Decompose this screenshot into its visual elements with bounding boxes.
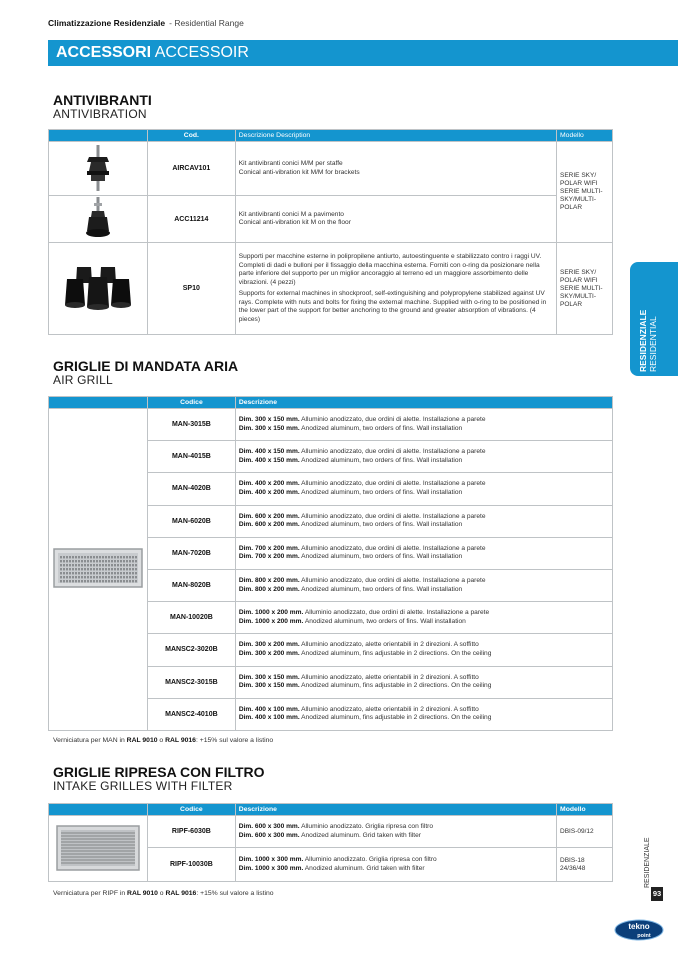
description-text: Alluminio anodizzato, alette orientabili in 2 direzioni. A soffitto	[301, 705, 479, 713]
note-ral-2: RAL 9016	[165, 737, 196, 744]
description-it	[239, 577, 609, 586]
header-model: Modello	[557, 804, 613, 816]
product-image-cell	[49, 816, 148, 882]
antivibration-header-row	[49, 130, 613, 142]
dimension: Dim. 300 x 150 mm.	[238, 682, 300, 690]
header-desc-en: Description	[276, 132, 311, 139]
side-tab-text	[638, 310, 658, 372]
product-description	[235, 634, 612, 666]
conical-antivibration-floor-icon	[83, 197, 113, 239]
description-text: Anodized aluminum, two orders of fins. Wall installation	[301, 488, 463, 496]
note-text: Verniciatura per MAN in	[53, 737, 125, 744]
description-text: Alluminio anodizzato, due ordini di alette. Installazione a parete	[301, 416, 486, 424]
model-line: DBIS-09/12	[560, 827, 594, 835]
note-text: : +15% sul valore a listino	[196, 890, 274, 897]
description-text: Anodized aluminum, two orders of fins. Wall installation	[301, 424, 463, 432]
product-description	[235, 243, 556, 335]
product-description	[235, 142, 556, 196]
footer-side-label: RESIDENZIALE	[644, 837, 651, 888]
dimension: Dim. 1000 x 200 mm.	[238, 617, 304, 625]
model-line: POLAR	[560, 300, 583, 308]
dimension: Dim. 1000 x 300 mm.	[238, 864, 304, 872]
description-text: Anodized aluminum, fins adjustable in 2 directions. On the ceiling	[301, 649, 492, 657]
product-description	[235, 848, 556, 882]
dimension: Dim. 1000 x 200 mm.	[238, 609, 304, 617]
dimension: Dim. 400 x 200 mm.	[238, 488, 300, 496]
table-row	[49, 409, 613, 441]
note-text: o	[159, 890, 164, 897]
model-line: SERIE MULTI-	[560, 284, 603, 292]
description-it	[239, 706, 609, 715]
logo-text-1: tekno	[628, 922, 650, 931]
product-code: RIPF-6030B	[147, 816, 235, 848]
conical-antivibration-mm-icon	[83, 145, 113, 191]
note-ral-2: RAL 9016	[165, 890, 197, 897]
intake-grille-filter-icon	[56, 825, 140, 871]
dimension: Dim. 300 x 150 mm.	[238, 424, 300, 432]
dimension: Dim. 300 x 150 mm.	[238, 416, 300, 424]
product-code: MAN-4015B	[147, 441, 235, 473]
page-number: 93	[651, 887, 663, 901]
description-text: Anodized aluminum, two orders of fins. Wall installation	[301, 553, 463, 561]
model-line: POLAR WIFI	[560, 276, 598, 284]
dimension: Dim. 300 x 200 mm.	[238, 649, 300, 657]
description-it	[239, 545, 609, 554]
description-en	[239, 714, 609, 723]
header-model: Modello	[557, 130, 613, 142]
header-desc-it: Descrizione	[238, 132, 275, 139]
side-tab-line-1: RESIDENZIALE	[638, 309, 648, 372]
description-en	[239, 650, 609, 659]
air-grill-subtitle: AIR GRILL	[53, 373, 113, 387]
product-code: MAN-3015B	[147, 409, 235, 441]
description-en: Supports for external machines in shockproof, self-extinguishing and polypropylene stabilized against UV rays. Complete with nuts and bolts for fixing the external machine. Supplied with o-ring to be positioned in the lower part of the support for better anchoring to the ground and greater absorption of vibrations. (4 pieces)	[238, 290, 547, 323]
note-text: Verniciatura per RIPF in	[53, 890, 126, 897]
model-line: SERIE SKY/	[560, 268, 597, 276]
description-text: Anodized aluminum, two orders of fins. Wall installation	[304, 617, 466, 625]
dimension: Dim. 1000 x 300 mm.	[238, 856, 304, 863]
header-brand: Climatizzazione Residenziale	[48, 18, 166, 28]
logo-text-2: point	[637, 933, 651, 939]
description-en	[239, 832, 553, 841]
description-en	[239, 489, 609, 498]
description-text: Alluminio anodizzato, due ordini di alette. Installazione a parete	[301, 512, 486, 520]
description-text: Alluminio anodizzato, alette orientabili in 2 direzioni. A soffitto	[301, 673, 479, 681]
description-en	[239, 586, 609, 595]
dimension: Dim. 800 x 200 mm.	[238, 577, 300, 585]
dimension: Dim. 700 x 200 mm.	[238, 553, 300, 561]
product-code: AIRCAV101	[147, 142, 235, 196]
model-line: 24/36/48	[560, 864, 586, 872]
side-tab-line-2: RESIDENTIAL	[648, 316, 658, 372]
model-line: SKY/MULTI-	[560, 292, 597, 300]
model-line: DBIS-18	[560, 856, 585, 864]
description-text: Anodized aluminum. Grid taken with filter	[301, 831, 421, 839]
description-en	[239, 553, 609, 562]
description-en: Conical anti-vibration kit M on the floor	[238, 219, 351, 226]
description-text: Alluminio anodizzato, due ordini di alette. Installazione a parete	[304, 609, 490, 617]
description-text: Alluminio anodizzato, due ordini di alette. Installazione a parete	[301, 577, 486, 585]
table-row	[49, 196, 613, 243]
section-banner	[48, 40, 678, 66]
product-description	[235, 537, 612, 569]
description-it: Kit antivibranti conici M/M per staffe	[238, 160, 343, 167]
intake-grill-subtitle: INTAKE GRILLES WITH FILTER	[53, 779, 233, 793]
description-text: Alluminio anodizzato, due ordini di alette. Installazione a parete	[301, 544, 486, 552]
model-line: POLAR WIFI	[560, 180, 598, 187]
dimension: Dim. 600 x 300 mm.	[238, 823, 300, 830]
product-code: MANSC2-4010B	[147, 698, 235, 730]
air-grill-table	[48, 396, 613, 731]
header-description	[235, 130, 556, 142]
dimension: Dim. 400 x 200 mm.	[238, 480, 300, 488]
description-en	[239, 618, 609, 627]
model-line: SERIE MULTI-	[560, 188, 603, 195]
dimension: Dim. 300 x 150 mm.	[238, 673, 300, 681]
product-code: MAN-4020B	[147, 473, 235, 505]
air-grill-note	[53, 737, 273, 744]
description-text: Alluminio anodizzato. Griglia ripresa con filtro	[301, 823, 434, 830]
product-description	[235, 196, 556, 243]
header-image-col	[49, 804, 148, 816]
header-code: Cod.	[147, 130, 235, 142]
dimension: Dim. 400 x 100 mm.	[238, 714, 300, 722]
description-it	[239, 609, 609, 618]
description-en	[239, 457, 609, 466]
product-description	[235, 505, 612, 537]
description-en: Conical anti-vibration kit M/M for brackets	[238, 168, 360, 176]
antivibration-subtitle: ANTIVIBRATION	[53, 107, 147, 121]
model-cell	[557, 243, 613, 335]
antivibration-title: ANTIVIBRANTI	[53, 92, 152, 108]
product-code: MAN-8020B	[147, 569, 235, 601]
product-image-cell	[49, 409, 148, 731]
description-en	[239, 865, 553, 874]
table-row	[49, 816, 613, 848]
note-text: o	[159, 737, 164, 744]
section-side-tab	[630, 262, 678, 376]
intake-grill-header-row	[49, 804, 613, 816]
product-code: MAN-10020B	[147, 602, 235, 634]
header-subtitle: - Residential Range	[169, 18, 244, 28]
dimension: Dim. 300 x 200 mm.	[238, 641, 300, 649]
product-image-cell	[49, 243, 148, 335]
product-code: RIPF-10030B	[147, 848, 235, 882]
note-ral-1: RAL 9010	[126, 737, 158, 744]
product-description	[235, 441, 612, 473]
model-line: SKY/MULTI-	[560, 196, 597, 203]
product-code: MANSC2-3020B	[147, 634, 235, 666]
description-it	[239, 513, 609, 522]
dimension: Dim. 800 x 200 mm.	[238, 585, 300, 593]
note-text: : +15% sul valore a listino	[195, 737, 274, 744]
description-text: Anodized aluminum, two orders of fins. Wall installation	[301, 585, 463, 593]
teknopoint-logo	[614, 918, 664, 942]
header-code: Codice	[147, 804, 235, 816]
description-it	[239, 823, 553, 832]
product-description	[235, 698, 612, 730]
product-description	[235, 473, 612, 505]
description-text: Anodized aluminum, two orders of fins. Wall installation	[301, 521, 463, 529]
model-cell	[557, 142, 613, 243]
product-code: MAN-7020B	[147, 537, 235, 569]
header-code: Codice	[147, 397, 235, 409]
dimension: Dim. 600 x 300 mm.	[238, 831, 300, 839]
description-text: Anodized aluminum, two orders of fins. Wall installation	[301, 456, 463, 464]
header-image-col	[49, 130, 148, 142]
banner-rest: ACCESSOIR	[154, 44, 249, 61]
description-text: Alluminio anodizzato. Griglia ripresa con filtro	[304, 856, 437, 863]
table-row	[49, 243, 613, 335]
product-code: ACC11214	[147, 196, 235, 243]
antivibration-table	[48, 129, 613, 335]
description-text: Alluminio anodizzato, due ordini di alette. Installazione a parete	[301, 448, 486, 456]
description-text: Anodized aluminum, fins adjustable in 2 directions. On the ceiling	[301, 682, 492, 690]
description-en	[239, 425, 609, 434]
description-it	[239, 480, 609, 489]
header-image-col	[49, 397, 148, 409]
intake-grill-table	[48, 803, 613, 882]
product-code: SP10	[147, 243, 235, 335]
intake-grill-title: GRIGLIE RIPRESA CON FILTRO	[53, 764, 265, 780]
page-header	[48, 18, 244, 28]
dimension: Dim. 700 x 200 mm.	[238, 544, 300, 552]
dimension: Dim. 600 x 200 mm.	[238, 512, 300, 520]
description-text: Anodized aluminum, fins adjustable in 2 directions. On the ceiling	[301, 714, 492, 722]
product-description	[235, 666, 612, 698]
product-code: MANSC2-3015B	[147, 666, 235, 698]
product-description	[235, 569, 612, 601]
model-line: POLAR	[560, 204, 583, 211]
product-description	[235, 816, 556, 848]
header-description: Descrizione	[235, 804, 556, 816]
air-grill-image-icon	[53, 548, 143, 588]
air-grill-title: GRIGLIE DI MANDATA ARIA	[53, 358, 239, 374]
product-image-cell	[49, 196, 148, 243]
description-it: Kit antivibranti conici M a pavimento	[238, 210, 344, 218]
description-it	[239, 674, 609, 683]
dimension: Dim. 400 x 100 mm.	[238, 705, 300, 713]
description-text: Alluminio anodizzato, due ordini di alette. Installazione a parete	[301, 480, 486, 488]
model-cell	[557, 816, 613, 848]
header-description: Descrizione	[235, 397, 612, 409]
banner-bold: ACCESSORI	[56, 44, 152, 61]
description-it	[239, 641, 609, 650]
dimension: Dim. 400 x 150 mm.	[238, 448, 300, 456]
dimension: Dim. 600 x 200 mm.	[238, 521, 300, 529]
description-en	[239, 521, 609, 530]
floor-support-feet-icon	[63, 265, 133, 311]
table-row	[49, 142, 613, 196]
note-ral-1: RAL 9010	[127, 890, 158, 897]
description-text: Alluminio anodizzato, alette orientabili in 2 direzioni. A soffitto	[301, 641, 479, 649]
product-description	[235, 409, 612, 441]
model-line: SERIE SKY/	[560, 172, 597, 179]
description-it: Supporti per macchine esterne in polipropilene antiurto, autoestinguente e stabilizzato contro i raggi UV. Completi di dadi e bulloni per il fissaggio della macchina esterna. Forniti con o-ring da posizionare nella parte inferiore del supporto per un miglior ancoraggio al terreno ed un maggiore assorbimento delle vibrazioni. (4 pezzi)	[238, 253, 542, 286]
description-it	[239, 856, 553, 865]
description-it	[239, 416, 609, 425]
product-description	[235, 602, 612, 634]
dimension: Dim. 400 x 150 mm.	[238, 456, 300, 464]
air-grill-header-row	[49, 397, 613, 409]
product-image-cell	[49, 142, 148, 196]
intake-grill-note	[53, 890, 274, 897]
description-it	[239, 448, 609, 457]
model-cell	[557, 848, 613, 882]
description-en	[239, 682, 609, 691]
description-text: Anodized aluminum. Grid taken with filter	[304, 864, 425, 872]
product-code: MAN-6020B	[147, 505, 235, 537]
